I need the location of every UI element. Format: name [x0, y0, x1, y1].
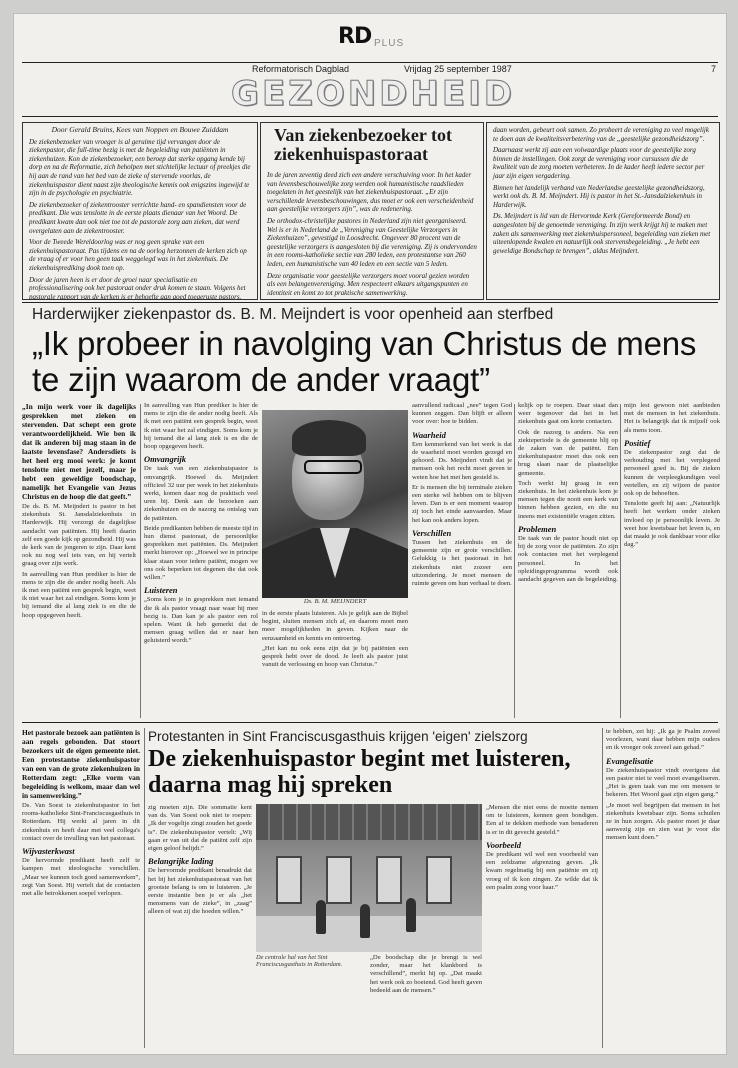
article-paragraph: zig moeten zijn. Die sommatie kent van ds. Van Soest ook niet te roepen: „Ik der vogelije zingt zouden het goede is”. De ziekenhuispastor vertelt: „Wij gaan er van uit dat de patiënt zelf zijn eigen geloof belijdt.” [148, 804, 252, 853]
article-subheading: Positief [624, 437, 651, 448]
article-headline: „Ik probeer in navolging van Christus de mens te zijn waarom de ander vraagt” [32, 325, 697, 398]
article-paragraph: De ziekenpastor zegt dat de verhouding met het verplegend personeel goed is. Bij de zieken kunnen de verpleegkundigen veel vertellen, en zij wijzen de pastor ook op de behoeften. [624, 449, 720, 498]
article-subheading: Voorbeeld [486, 839, 521, 850]
article-paragraph: Een kenmerkend van het werk is dat de waarheid moet worden gezegd en gehoord. Ds. Meijndert vindt dat je mensen ook het recht moet geven te weten hoe het met hen gesteld is. [412, 440, 512, 481]
history-paragraph: Deze organisatie voor geestelijke verzorgers moet vooral gezien worden als een belangenvereniging. Men respecteert elkaars uitgangspunten en identiteit en komt zo tot praktische samenwerking. [267, 271, 470, 297]
paper-date: Vrijdag 25 september 1987 [404, 64, 512, 74]
article-paragraph: Toch werkt hij graag in een ziekenhuis. In het ziekenhuis kom je mensen tegen die nooit een kerk van binnen hebben gezien, en die nu ineens met existentiële vragen zitten. [518, 479, 618, 520]
article-column [148, 804, 252, 1048]
article-paragraph: De taak van een ziekenhuispastor is omvangrijk. Hoewel ds. Meijndert officieel 32 uur per week in het ziekenhuis werkt, komen daar nog de praktisch veel uren bij. Denk aan de bezoeken aan ziekenhuizen en de nazorg na ontslag van de patiënten. [144, 465, 258, 522]
article-paragraph: Tenslotte geeft hij aan: „Natuurlijk heeft het werken onder zieken invloed op je persoonlijk leven. Je weet hoe kwetsbaar het leven is, en dat maakt je ook dankbaar voor elke dag.” [624, 500, 720, 549]
article-paragraph: aanvullend radicaal „nee” tegen God kunnen zeggen. Dan blijft er alleen voor over: hoe te bidden. [412, 402, 512, 426]
article-subtitle: Harderwijker ziekenpastor ds. B. M. Meijndert is voor openheid aan sterfbed [32, 306, 554, 323]
article-paragraph: kelijk op te roepen. Daar staat dan weer tegenover dat het in het ziekenhuis gaat om korte contacten. [518, 402, 618, 426]
history-paragraph: De orthodox-christelijke pastores in Nederland zijn niet georganiseerd. Wel is er in Nederland de „Vereniging van Geestelijke Verzorgers in Ziekenhuizen”, gevestigd in Loosdrecht. Ongeveer 80 procent van de geestelijke verzorgers is aangesloten bij die vereniging. Zij is ondervonden in een rooms-katholieke sectie van 280 leden, een protestantse van 260 leden, een humanistische van 40 leden en een sectie van 5 leden. [267, 216, 477, 268]
column-rule [144, 728, 145, 1048]
article-subheading: Omvangrijk [144, 454, 187, 465]
photo-shape [406, 898, 416, 932]
article-paragraph: „Het kan nu ook eens zijn dat je bij patiënten een gesprek hebt over de dood. Je leeft als pastor juist vanuit de verlossing en hoop van Christus.” [262, 644, 408, 669]
article-paragraph: De taak van de pastor houdt niet op bij de zorg voor de patiënten. Zo zijn ook contacten met het verplegend personeel. In het opleidingsprogramma wordt ook aandacht gegeven aan de begeleiding. [518, 535, 618, 584]
header-rule [22, 62, 718, 63]
divider [22, 116, 718, 117]
newspaper-page [14, 14, 726, 1054]
photo-shape [304, 460, 362, 474]
article-column [22, 728, 140, 1048]
photo-shape [326, 856, 352, 904]
history-title: Van ziekenbezoeker tot ziekenhuispastoraat [274, 125, 452, 164]
history-box-continued [486, 122, 720, 300]
column-rule [620, 404, 621, 718]
article-lead: Het pastorale bezoek aan patiënten is aan regels gebonden. Dat stoort bezoekers uit de eigen gemeente niet. Een protestantse ziekenhuispastor van een van de grote ziekenhuizen in Rotterdam zegt: „Elke vorm van begeleiding is welkom, maar dan wel in samenwerking.” [22, 728, 140, 800]
article-column [606, 728, 720, 1048]
article-column [412, 402, 512, 718]
article-paragraph: De hervormde predikant benadrukt dat het bij het ziekenhuispastoraat van het grootste belang is om te luisteren. „Je eerste instantie ben je er als „het mensmens van de zieke”, in „zaag” alleen of wat zij die hoeden willen.” [148, 867, 252, 916]
masthead [14, 14, 726, 114]
logo: RD [338, 24, 372, 49]
article-paragraph: In aanvulling van Hun prediker is hier de mens te zijn die de ander nodig heeft. Als ik met een patiënt een gesprek begin, weet ik niet waar het zal eindigen. Soms kom je bij iemand die al lang ziek is en die de hoop opgegeven heeft. [22, 570, 136, 619]
article-column [262, 610, 408, 718]
history-paragraph: In de jaren zeventig deed zich een andere verschuiving voor. In het kader van levensbeschouwelijke zorg werden ook humanistische raadslieden toegelaten in het geestelijk van het ziekenhuispastoraat. „Er zijn verschillende levensbeschouwingen, dus moet er ook een verscheidenheid aan geestelijke verzorgers zijn”, was de redenering. [267, 171, 474, 214]
article-paragraph: in de eerste plaats luisteren. Als je gelijk aan de Bijbel begint, sluiten mensen zich af, en daarom moet men meer mogelijkheden in geven. Kijken naar de eenzaamheid en kennis en ontroering. [262, 610, 408, 642]
photo-shape [292, 420, 366, 456]
history-paragraph: daan worden, gebeurt ook samen. Zo probeert de vereniging zo veel mogelijk te doen aan de kwaliteitsverbetering van de „geestelijke gezondheidszorg”. [493, 126, 709, 143]
article-paragraph: De ds. B. M. Meijndert is pastor in het ziekenhuis St. Jansdalziekenhuis in Harderwijk. Hij verzorgt de dagelijkse aandacht van patiënten. Hij heeft daarin zelf een goede kijk op gezondheid. Hij was de kerk van de jongeren te zijn. Daar kent ook nu nog wel iets van, en hij vertelt graag over zijn werk. [22, 503, 136, 568]
article-paragraph: mijn lest gewoon niet aanbieden met de mensen in het ziekenhuis. Het is belangrijk dat ik mijzelf ook als mens toon. [624, 402, 720, 434]
article-paragraph: Er is mensen die bij terminale zieken een sterke wil hebben om te blijven leven. Dan is er een moment waarop zij toch het einde aanvaarden. Maar het kan ook anders lopen. [412, 483, 512, 524]
article-lead: „In mijn werk voer ik dagelijks gesprekken met zieken en stervenden. Dat schept een grote verantwoordelijkheid. Wie ben ik dat ik anderen bij mag staan in de laatste levensfase? Andersdiets is het heel erg mooi werk: je komt tenslotte niet met jezelf, maar je hebt een geweldige boodschap, namelijk het Evangelie van Jezus Christus en de hoop die dat geeft.” [22, 402, 136, 501]
history-paragraph: Binnen het landelijk verband van Nederlandse geestelijke gezondheidszorg, werkt ook ds. B. M. Meijndert. Hij is pastor in het St.-Jansdalziekenhuis in Harderwijk. [493, 183, 705, 209]
article-column [370, 954, 482, 1048]
photo-shape [360, 904, 370, 938]
article-column [518, 402, 618, 718]
history-paragraph: Daarnaast werkt zij aan een volwaardige plaats voor de geestelijke zorg binnen de instellingen. Ook zorgt de vereniging voor cursussen die de kwaliteit van de zorg moeten verbeteren. In de kader heeft iedere sector per jaar zijn eigen vergadering. [493, 146, 705, 180]
photo-shape [426, 856, 452, 904]
photo-shape [316, 900, 326, 934]
article-paragraph: Tussen het ziekenhuis en de gemeente zijn er grote verschillen. Gelukkig is het pastoraat in het ziekenhuis niet zozeer een uitzondering. Je moet mensen de ruimte geven om hun verhaal te doen. [412, 539, 512, 588]
article-paragraph: Beide predikanten hebben de meeste tijd in hun dienst pastoraat, de persoonlijke gesprekken met patiënten. Ds. Meijndert merkt hierover op: „Hoewel we in principe klaar staan voor iedere patiënt, mogen we ons ook beperken tot degenen die dat ook willen.” [144, 524, 258, 582]
portrait-photo [262, 410, 408, 598]
article-paragraph: „Mensen die niet eens de moeite nemen om te luisteren, kennen geen bondigen. Een af te dekken methode van benaderen is er in dit gevecht gesteld.” [486, 804, 598, 836]
article-subheading: Luisteren [144, 585, 178, 596]
paper-name: Reformatorisch Dagblad [252, 64, 350, 74]
column-rule [140, 404, 141, 718]
hall-photo [256, 804, 482, 952]
article-column [624, 402, 720, 718]
article-subheading: Belangrijke lading [148, 856, 214, 867]
intro-paragraph: Door de jaren heen is er door de groei naar specialisatie en professionalisering ook het pastoraat onder druk komen te staan. Volgens het pastorale rapport van de kerken is er behoefte aan goed toegeruste pastors. [29, 275, 246, 300]
logo-extra: PLUS [374, 38, 405, 49]
article-subtitle: Protestanten in Sint Franciscusgasthuis krijgen 'eigen' zielszorg [148, 729, 528, 744]
intro-paragraph: De ziekenbezoeker van vroeger is al geruime tijd vervangen door de ziekenpastor, die full-time bezig is met de begeleiding van patiënten in ziekenhuizen. Kon de ziekenbezoeker, een beroep dat sterke opgang kende bij dorp en na de Reformatie, zich beholpen met stichtelijke lectuur of preekjes die hij aan de rand van het bed van de zieke of stervende voorlas, de ziekenhuispastor dient naast zijn theologische kennis ook enigszins ingewijd te zijn in de psychologie en psychiatrie. [29, 137, 251, 198]
section-title: GEZONDHEID [231, 74, 515, 114]
article-paragraph: „De boodschap die je brengt is wel zonder, maar het klankbord is verschillend”, merkt hij op. „Dat maakt het werk ook zo boeiend. God heeft gaven bedeeld aan de mensen.” [370, 954, 482, 994]
page-number: 7 [710, 64, 716, 74]
article-headline: De ziekenhuispastor begint met luisteren, daarna mag hij spreken [148, 746, 571, 798]
article-paragraph: De ziekenhuispastor vindt overigens dat een pastor niet te veel moet evangeliseren. „Het is geen taak van me om mensen te bekeren. Het Woord gaat zijn eigen gang.” [606, 766, 720, 799]
article-subheading: Waarheid [412, 429, 446, 440]
article-paragraph: Ook de nazorg is anders. Na een ziekteperiode is de gemeente blij op de zaken van de patiënt. Een ziekenhuispastor moet dus ook een brug slaan naar de plaatselijke gemeente. [518, 428, 618, 477]
intro-paragraph: Voor de Tweede Wereldoorlog was er nog geen sprake van een ziekenhuispastoraat. Pas tijdens en na de oorlog herzonnen de kerken zich op de vraag of er voor hen geen taak weggelegd was in het ziekenhuis. De ziekenhuisprediking dook toen op. [29, 238, 247, 272]
article-paragraph: Ds. Van Soest is ziekenhuispastor in het rooms-katholieke Sint-Franciscusgasthuis in Rotterdam. Hij werkt al jaren in dit ziekenhuis en heeft daar met veel collega's contact over de invulling van het pastoraat. [22, 802, 140, 842]
byline: Door Gerald Bruins, Kees van Noppen en Bouwe Zuiddam [51, 125, 229, 134]
column-rule [602, 728, 603, 1048]
article-subheading: Verschillen [412, 527, 452, 538]
photo-shape [376, 856, 402, 904]
article-paragraph: „Je moet wel begrijpen dat mensen in het ziekenhuis kwetsbaar zijn. Soms schuilen ze in hun zorgen. Als pastor moet je daar aanwezig zijn en zien wat je voor die mensen kunt doen.” [606, 801, 720, 842]
article-paragraph: te hebben, zei hij: „Ik ga je Psalm zoveel voorlezen, want daar hebben mijn ouders en ik vroeger ook zoveel aan gehad.” [606, 728, 720, 752]
article-column [22, 402, 136, 718]
article-paragraph: De hervormde predikant heeft zelf te kampen met ideologische verschillen. „Maar we kunnen toch goed samenwerken”, zegt Van Soest. Hij vertelt dat de contacten met alle betrokkenen soepel verlopen. [22, 857, 140, 898]
history-paragraph: Ds. Meijndert is lid van de Hervormde Kerk (Gereformeerde Bond) en aangesloten bij de genoemde vereniging. In zijn werk krijgt hij te maken met zaken als samenwerking met ziekenhuispersoneel, begeleiding van zieken met uiteenlopende kwalen en natuurlijk ook stervensbegeleiding. „Je hebt een geweldige Bondschap te brengen”, aldus Meijndert. [493, 212, 711, 255]
article-paragraph: De predikant wil wel een voorbeeld van een zeldzame afgrenzing geven. „Ik kwam regelmatig bij een patiënte en zij vroeg of ik kon zingen. Ze wilde dat ik een psalm zong voor haar.” [486, 851, 598, 891]
article-subheading: Wijvasterkwast [22, 846, 75, 857]
divider [22, 302, 718, 303]
column-rule [514, 404, 515, 718]
article-paragraph: „Soms kom je in gesprekken met iemand die ik als pastor vraagt naar waar hij mee bezig is. Dan kan je als pastor een rol spelen. Want ik heb gemerkt dat de mensen graag willen dat er naar hen geluisterd wordt.” [144, 596, 258, 645]
article-subheading: Evangelisatie [606, 755, 654, 766]
article-column [144, 402, 258, 718]
intro-paragraph: De ziekenbezoeker of ziekentrooster verrichtte hand- en spandiensten voor de predikant. Die was tenslotte in de eerste plaats dienaar van het Woord. De predikant kwam dan ook niet toe tot de pastorale zorg aan zieken, dat werd overgelaten aan de ziekentrooster. [29, 200, 247, 235]
article-subheading: Problemen [518, 523, 557, 534]
photo-shape [256, 804, 482, 840]
article-column [486, 804, 598, 1048]
photo-caption: De centrale hal van het Sint Franciscusgasthuis in Rotterdam. [256, 954, 343, 968]
photo-shape [276, 856, 302, 904]
intro-box [22, 122, 258, 300]
photo-caption: Ds. B. M. MEIJNDERT [303, 598, 367, 605]
article-paragraph: In aanvulling van Hun prediker is hier de mens te zijn die de ander nodig heeft. Als ik met een patiënt een gesprek begin, weet ik niet waar het zal eindigen. Soms kom je bij iemand die al lang ziek is en die de hoop opgegeven heeft. [144, 402, 258, 451]
divider [22, 722, 718, 723]
